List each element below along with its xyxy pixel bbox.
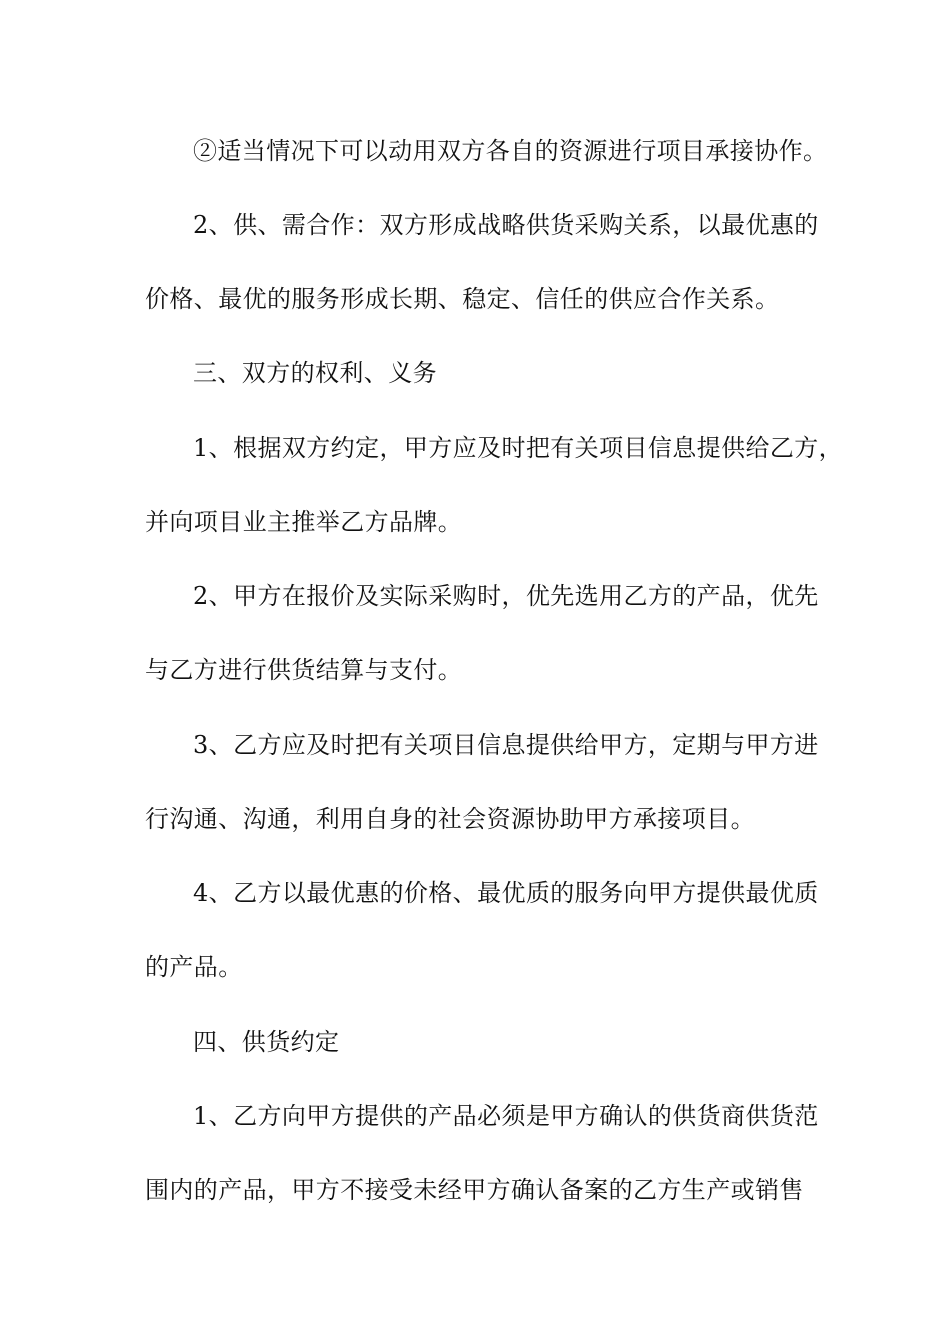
- section-heading: 三、双方的权利、义务: [193, 359, 437, 387]
- section-heading: 四、供货约定: [193, 1028, 340, 1056]
- paragraph-line: 围内的产品，甲方不接受未经甲方确认备案的乙方生产或销售: [145, 1176, 804, 1204]
- paragraph-line: 的产品。: [145, 953, 243, 981]
- paragraph-line: 2、供、需合作：双方形成战略供货采购关系，以最优惠的: [193, 211, 819, 239]
- paragraph-line: 2、甲方在报价及实际采购时，优先选用乙方的产品，优先: [193, 582, 819, 610]
- paragraph-line: 行沟通、沟通，利用自身的社会资源协助甲方承接项目。: [145, 805, 755, 833]
- paragraph-line: 1、根据双方约定，甲方应及时把有关项目信息提供给乙方，: [193, 434, 844, 462]
- paragraph-line: ②适当情况下可以动用双方各自的资源进行项目承接协作。: [193, 137, 828, 165]
- paragraph-line: 3、乙方应及时把有关项目信息提供给甲方，定期与甲方进: [193, 731, 819, 759]
- paragraph-line: 4、乙方以最优惠的价格、最优质的服务向甲方提供最优质: [193, 879, 819, 907]
- paragraph-line: 并向项目业主推举乙方品牌。: [145, 508, 463, 536]
- paragraph-line: 与乙方进行供货结算与支付。: [145, 656, 463, 684]
- paragraph-line: 价格、最优的服务形成长期、稳定、信任的供应合作关系。: [145, 285, 780, 313]
- paragraph-line: 1、乙方向甲方提供的产品必须是甲方确认的供货商供货范: [193, 1102, 819, 1130]
